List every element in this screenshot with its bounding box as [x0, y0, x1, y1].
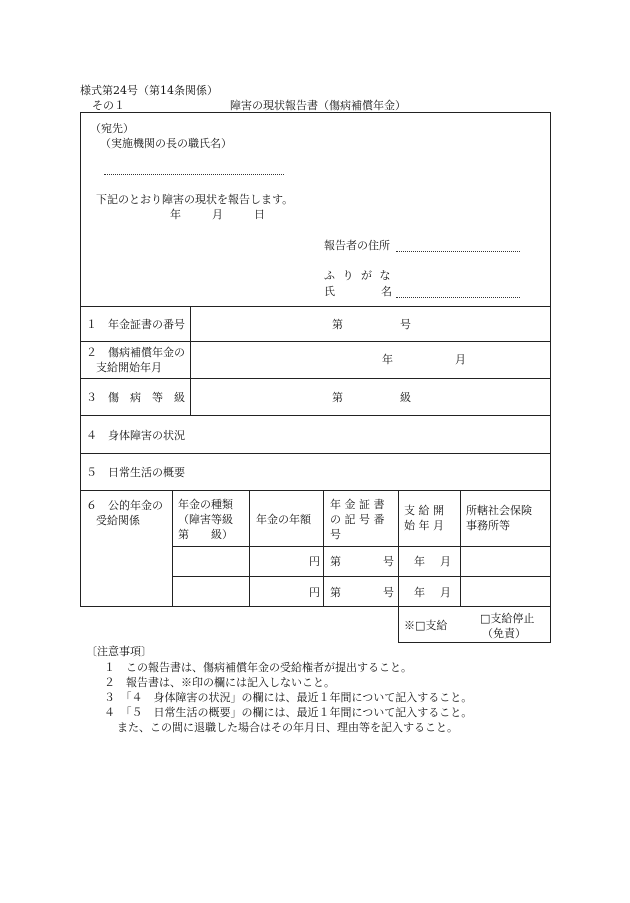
- pension-col-line-4: [398, 490, 399, 607]
- row3-label: ３ 傷 病 等 級: [86, 391, 185, 404]
- pension-col-line-5: [460, 490, 461, 607]
- note-item: また、この間に退職した場合はその年月日、理由等を記入すること。: [117, 721, 458, 734]
- pension-header-start-2: 始 年 月: [404, 519, 444, 532]
- row-line-3: [80, 378, 551, 379]
- row3-value-dai: 第: [332, 391, 343, 404]
- reporter-name-line: [396, 297, 520, 298]
- row1-label: １ 年金証書の番号: [86, 318, 185, 331]
- row5-label: ５ 日常生活の概要: [86, 466, 185, 479]
- pension-header-office-2: 事務所等: [466, 519, 510, 532]
- pension-header-cert-2: の 記 号 番: [330, 513, 385, 526]
- row2-value-year: 年: [382, 353, 393, 366]
- payment-status-right-2: （免責）: [482, 627, 526, 640]
- label-column-divider: [190, 306, 191, 415]
- addressee-label: （宛先）: [90, 122, 134, 135]
- pension-col-line-2: [249, 490, 250, 607]
- row-line-4: [80, 415, 551, 416]
- form-number: 様式第24号（第14条関係）: [80, 84, 218, 97]
- addressee-dotted-line: [104, 174, 284, 175]
- form-title: 障害の現状報告書（傷病補償年金）: [230, 99, 406, 112]
- row1-value-dai: 第: [332, 318, 343, 331]
- pension-header-type-3: 第 級）: [178, 528, 233, 541]
- pension-header-type-1: 年金の種類: [178, 498, 233, 511]
- row2-label-1: ２ 傷病補償年金の: [86, 346, 185, 359]
- row1-value-go: 号: [400, 318, 411, 331]
- pension-row-line-1: [172, 546, 551, 547]
- note-item: ４ 「５ 日常生活の概要」の欄には、最近１年間について記入すること。: [104, 706, 473, 719]
- row6-label-1: ６ 公的年金の: [86, 499, 163, 512]
- row-line-1: [80, 306, 551, 307]
- pension-row2-dai: 第: [330, 586, 341, 599]
- reporter-address-label: 報告者の住所: [324, 239, 390, 252]
- pension-row2-year: 年: [414, 586, 425, 599]
- pension-header-type-2: （障害等級: [178, 513, 233, 526]
- pension-row1-month: 月: [440, 555, 451, 568]
- payment-status-left: ※□支給: [404, 619, 448, 632]
- pension-header-office-1: 所轄社会保険: [466, 504, 532, 517]
- reporter-name-label-1: 氏: [324, 285, 335, 298]
- pension-header-cert-3: 号: [330, 528, 341, 541]
- row-line-2: [80, 341, 551, 342]
- report-date: 年 月 日: [170, 208, 268, 221]
- pension-header-start-1: 支 給 開: [404, 504, 444, 517]
- pension-row-line-2: [172, 576, 551, 577]
- pension-row1-dai: 第: [330, 555, 341, 568]
- row2-label-2: 支給開始年月: [96, 361, 162, 374]
- row-line-5: [80, 453, 551, 454]
- note-item: １ この報告書は、傷病補償年金の受給権者が提出すること。: [104, 661, 412, 674]
- note-item: ３ 「４ 身体障害の状況」の欄には、最近１年間について記入すること。: [104, 691, 473, 704]
- pension-header-cert-1: 年 金 証 書: [330, 498, 385, 511]
- pension-row1-yen: 円: [309, 555, 320, 568]
- pension-row2-month: 月: [440, 586, 451, 599]
- form-frame: [80, 112, 551, 607]
- report-statement: 下記のとおり障害の現状を報告します。: [96, 193, 294, 206]
- pension-row2-go: 号: [383, 586, 394, 599]
- row4-label: ４ 身体障害の状況: [86, 429, 185, 442]
- row2-value-month: 月: [455, 353, 466, 366]
- notes-heading: 〔注意事項〕: [86, 645, 152, 658]
- reporter-furigana-label: ふ り が な: [324, 269, 393, 282]
- pension-col-line-3: [323, 490, 324, 607]
- form-subtitle: その１: [92, 99, 125, 112]
- row3-value-kyu: 級: [400, 391, 411, 404]
- row-line-6: [80, 490, 551, 491]
- note-item: ２ 報告書は、※印の欄には記入しないこと。: [104, 676, 335, 689]
- reporter-address-line: [396, 251, 520, 252]
- pension-header-amount: 年金の年額: [256, 513, 311, 526]
- pension-row1-year: 年: [414, 555, 425, 568]
- pension-row1-go: 号: [383, 555, 394, 568]
- reporter-name-label-2: 名: [381, 285, 392, 298]
- pension-row2-yen: 円: [309, 586, 320, 599]
- row6-label-2: 受給関係: [96, 514, 140, 527]
- pension-col-line-1: [172, 490, 173, 607]
- addressee-role: （実施機関の長の職氏名）: [100, 137, 232, 150]
- payment-status-right-1: □支給停止: [480, 612, 535, 625]
